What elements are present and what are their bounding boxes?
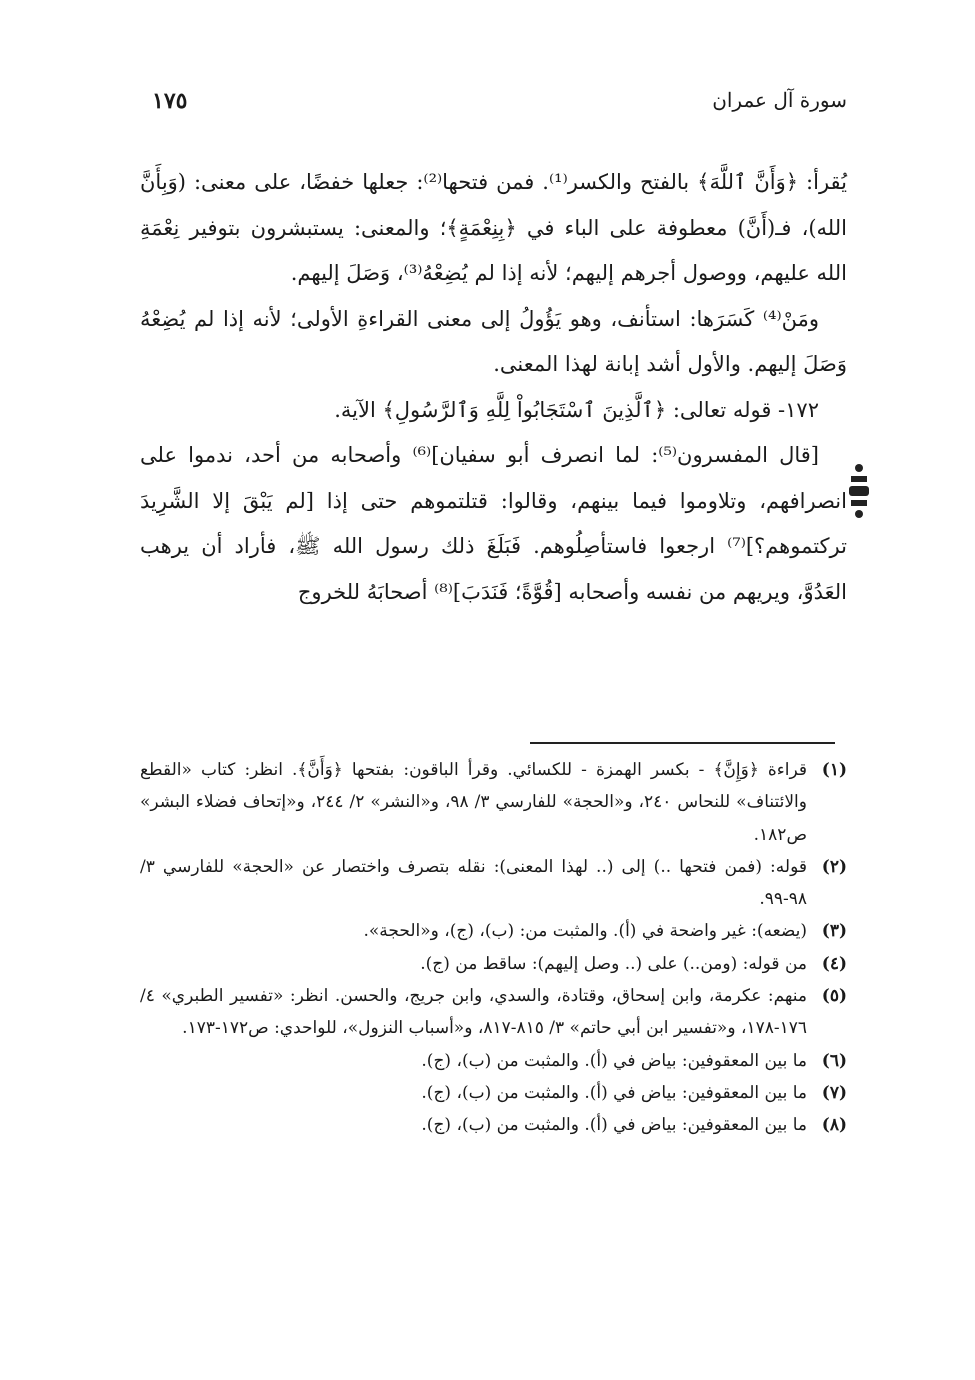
- footnote-text: (يضعه): غير واضحة في (أ). والمثبت من: (ب)، (ج)، و«الحجة».: [363, 921, 807, 942]
- footnote-number: (٨): [821, 1115, 847, 1136]
- footnote-text: ما بين المعقوفين: بياض في (أ). والمثبت من (ب)، (ج).: [421, 1115, 807, 1136]
- margin-ornament-icon: [848, 464, 870, 518]
- footnote: [140, 915, 847, 947]
- footnote: [140, 754, 847, 851]
- footnote-number: (٦): [821, 1050, 847, 1071]
- footnote-text: ما بين المعقوفين: بياض في (أ). والمثبت من (ب)، (ج).: [421, 1082, 807, 1103]
- page-header: [100, 82, 847, 122]
- paragraph-1: يُقرأ: ﴿وَأَنَّ ٱللَّهَ﴾ بالفتح والكسر⁽¹⁾. فمن فتحها⁽²⁾: جعلها خفضًا، على معنى: (وَبِأَنَّ الله)، فـ(أَنَّ) معطوفة على الباء في ﴿بِنِعْمَةٍ﴾؛ والمعنى: يستبشرون بتوفير نِعْمَةِ الله عليهم، ووصول أجرهم إليهم؛ لأنه إذا لم يُضِعْهُ⁽³⁾، وَصَلَ إليهم.: [140, 170, 847, 285]
- footnotes: [140, 754, 847, 1142]
- footnote-text: ما بين المعقوفين: بياض في (أ). والمثبت من (ب)، (ج).: [421, 1050, 807, 1071]
- verse-heading: ١٧٢- قوله تعالى: ﴿ٱلَّذِينَ ٱسْتَجَابُواْ لِلَّهِ وَٱلرَّسُولِ﴾ الآية.: [334, 397, 819, 422]
- footnote-number: (٣): [821, 921, 847, 942]
- surah-title: سورة آل عمران: [712, 88, 847, 112]
- footnote: [140, 980, 847, 1045]
- footnote: [140, 1109, 847, 1141]
- page-number: ١٧٥: [152, 88, 188, 114]
- footnote-divider: [530, 742, 835, 744]
- main-text: [140, 160, 847, 615]
- footnote-text: منهم: عكرمة، وابن إسحاق، وقتادة، والسدي، وابن جريج، والحسن. انظر: «تفسير الطبري» ٤/ ١٧٦-١٧٨، و«تفسير ابن أبي حاتم» ٣/ ٨١٥-٨١٧، و«أسباب النزول»، للواحدي: ص١٧٢-١٧٣.: [140, 986, 807, 1039]
- paragraph-2: ومَنْ⁽⁴⁾ كَسَرَها: استأنف، وهو يَؤُولُ إلى معنى القراءةِ الأولى؛ لأنه إذا لم يُضِعْهُ وَصَلَ إليهم. والأول أشد إبانة لهذا المعنى.: [140, 306, 847, 376]
- footnote-number: (٤): [821, 953, 847, 974]
- footnote-number: (٧): [821, 1082, 847, 1103]
- footnote: [140, 1077, 847, 1109]
- footnote-number: (١): [821, 760, 847, 780]
- footnote: [140, 851, 847, 916]
- footnote: [140, 948, 847, 980]
- footnote-number: (٥): [821, 986, 847, 1007]
- footnote-text: قوله: (فمن فتحها ..) إلى (.. لهذا المعنى): نقله بتصرف واختصار عن «الحجة» للفارسي ٣/ ٩٨-٩٩.: [140, 856, 807, 910]
- footnote-text: من قوله: (ومن..) على (.. وصل إليهم): ساقط من (ج).: [420, 953, 807, 974]
- footnote: [140, 1045, 847, 1077]
- footnote-text: قراءة ﴿وَإِنَّ﴾ - بكسر الهمزة - للكسائي. وقرأ الباقون: بفتحها ﴿وَأَنَّ﴾. انظر: كتاب «القطع والائتناف» للنحاس ٢٤٠، و«الحجة» للفارسي ٣/ ٩٨، و«النشر» ٢/ ٢٤٤، و«إتحاف فضلاء البشر» ص١٨٢.: [140, 760, 807, 845]
- paragraph-3: [قال المفسرون⁽⁵⁾: لما انصرف أبو سفيان]⁽⁶⁾ وأصحابه من أحد، ندموا على انصرافهم، وتلاوموا فيما بينهم، وقالوا: قتلتموهم حتى إذا [لم يَبْقَ إلا الشَّرِيدَ تركتموهم؟]⁽⁷⁾ ارجعوا فاستأصِلُوهم. فَبَلَغَ ذلك رسول الله ﷺ، فأراد أن يرهب العَدُوَّ، ويريهم من نفسه وأصحابه [قُوَّةً؛ فَنَدَبَ]⁽⁸⁾ أصحابَهُ للخروج: [140, 443, 847, 604]
- footnote-number: (٢): [821, 856, 847, 877]
